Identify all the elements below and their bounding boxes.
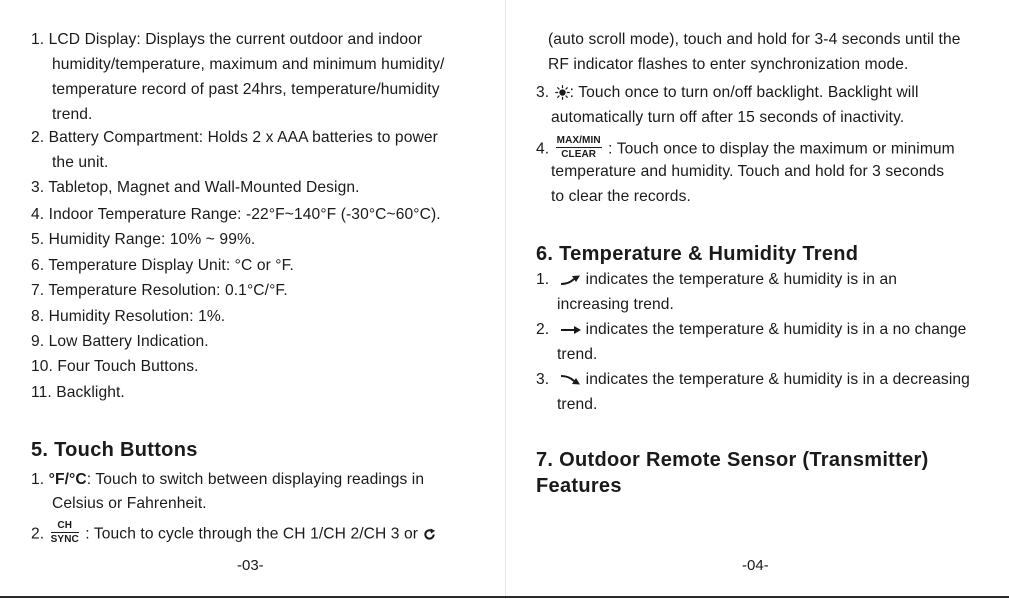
spec-item-7: 7. Temperature Resolution: 0.1°C/°F.	[31, 282, 288, 299]
auto-scroll-icon	[423, 528, 436, 541]
continuation-line-1: (auto scroll mode), touch and hold for 3-4 seconds until the	[548, 31, 961, 48]
touch-button-2-text: : Touch to cycle through the CH 1/CH 2/CH 3 or	[85, 525, 419, 543]
trend-steady-arrow-icon	[560, 324, 582, 336]
trend-item-3-text: indicates the temperature & humidity is in a decreasing	[585, 371, 970, 388]
spec-item-3: 3. Tabletop, Magnet and Wall-Mounted Design.	[31, 179, 360, 196]
spec-item-6: 6. Temperature Display Unit: °C or °F.	[31, 257, 294, 274]
trend-heading: 6. Temperature & Humidity Trend	[536, 243, 859, 265]
page-number-right: -04-	[742, 557, 769, 574]
touch-button-3-line-2: automatically turn off after 15 seconds of inactivity.	[551, 109, 905, 126]
spec-item-1-line-2: humidity/temperature, maximum and minimum humidity/	[52, 56, 445, 73]
ch-sync-key-label	[51, 520, 79, 545]
trend-item-2-text: indicates the temperature & humidity is in a no change	[585, 321, 967, 338]
clear-label: CLEAR	[561, 149, 597, 160]
sensor-heading-line-1: 7. Outdoor Remote Sensor (Transmitter)	[536, 449, 929, 471]
backlight-sun-icon	[555, 85, 570, 100]
touch-buttons-heading: 5. Touch Buttons	[31, 439, 198, 461]
trend-item-3-line-2: trend.	[557, 396, 598, 413]
spec-item-4: 4. Indoor Temperature Range: -22°F~140°F (-30°C~60°C).	[31, 206, 441, 223]
max-min-label: MAX/MIN	[556, 135, 601, 146]
continuation-line-2: RF indicator flashes to enter synchronization mode.	[548, 56, 909, 73]
touch-button-4-number: 4.	[536, 140, 550, 158]
trend-item-2-number: 2.	[536, 321, 550, 338]
ch-label: CH	[51, 520, 79, 533]
trend-item-1-number: 1.	[536, 271, 550, 288]
spec-item-2-line-2: the unit.	[52, 154, 109, 171]
bottom-edge-line	[0, 596, 1009, 598]
trend-item-3-number: 3.	[536, 371, 550, 388]
touch-button-1-number: 1.	[31, 471, 45, 488]
touch-button-4-line-2: temperature and humidity. Touch and hold for 3 seconds	[551, 163, 945, 180]
touch-button-1-line-2: Celsius or Fahrenheit.	[52, 495, 207, 512]
page-number-left: -03-	[237, 557, 264, 574]
trend-item-3-line-1	[536, 370, 970, 390]
touch-button-2-line-1	[31, 522, 436, 547]
trend-item-1-line-2: increasing trend.	[557, 296, 674, 313]
spec-item-9: 9. Low Battery Indication.	[31, 333, 209, 350]
touch-button-3-text: : Touch once to turn on/off backlight. Backlight will	[569, 84, 919, 101]
trend-up-arrow-icon	[560, 274, 582, 286]
sensor-heading-line-2: Features	[536, 475, 622, 497]
unit-key-label: °F/°C	[48, 471, 87, 488]
spec-item-1-line-1: 1. LCD Display: Displays the current outdoor and indoor	[31, 31, 423, 48]
touch-button-3-line-1	[536, 83, 919, 103]
sync-label: SYNC	[50, 534, 79, 545]
touch-button-1-text: : Touch to switch between displaying readings in	[86, 471, 425, 488]
spec-item-10: 10. Four Touch Buttons.	[31, 358, 199, 375]
spec-item-5: 5. Humidity Range: 10% ~ 99%.	[31, 231, 256, 248]
spec-item-11: 11. Backlight.	[31, 384, 125, 401]
touch-button-2-number: 2.	[31, 525, 45, 543]
touch-button-1-line-1	[31, 470, 424, 490]
touch-button-4-text: : Touch once to display the maximum or minimum	[608, 140, 955, 158]
spec-item-8: 8. Humidity Resolution: 1%.	[31, 308, 226, 325]
touch-button-3-number: 3.	[536, 84, 550, 101]
spec-item-2-line-1: 2. Battery Compartment: Holds 2 x AAA batteries to power	[31, 129, 438, 146]
max-min-clear-key-label	[556, 135, 602, 160]
page-right	[505, 0, 1009, 599]
spec-item-1-line-4: trend.	[52, 106, 93, 123]
touch-button-4-line-3: to clear the records.	[551, 188, 691, 205]
trend-down-arrow-icon	[560, 374, 582, 386]
spec-item-1-line-3: temperature record of past 24hrs, temperature/humidity	[52, 81, 440, 98]
trend-item-2-line-1	[536, 320, 966, 340]
trend-item-1-text: indicates the temperature & humidity is in an	[585, 271, 897, 288]
trend-item-2-line-2: trend.	[557, 346, 598, 363]
trend-item-1-line-1	[536, 270, 897, 290]
touch-button-4-line-1	[536, 137, 955, 162]
